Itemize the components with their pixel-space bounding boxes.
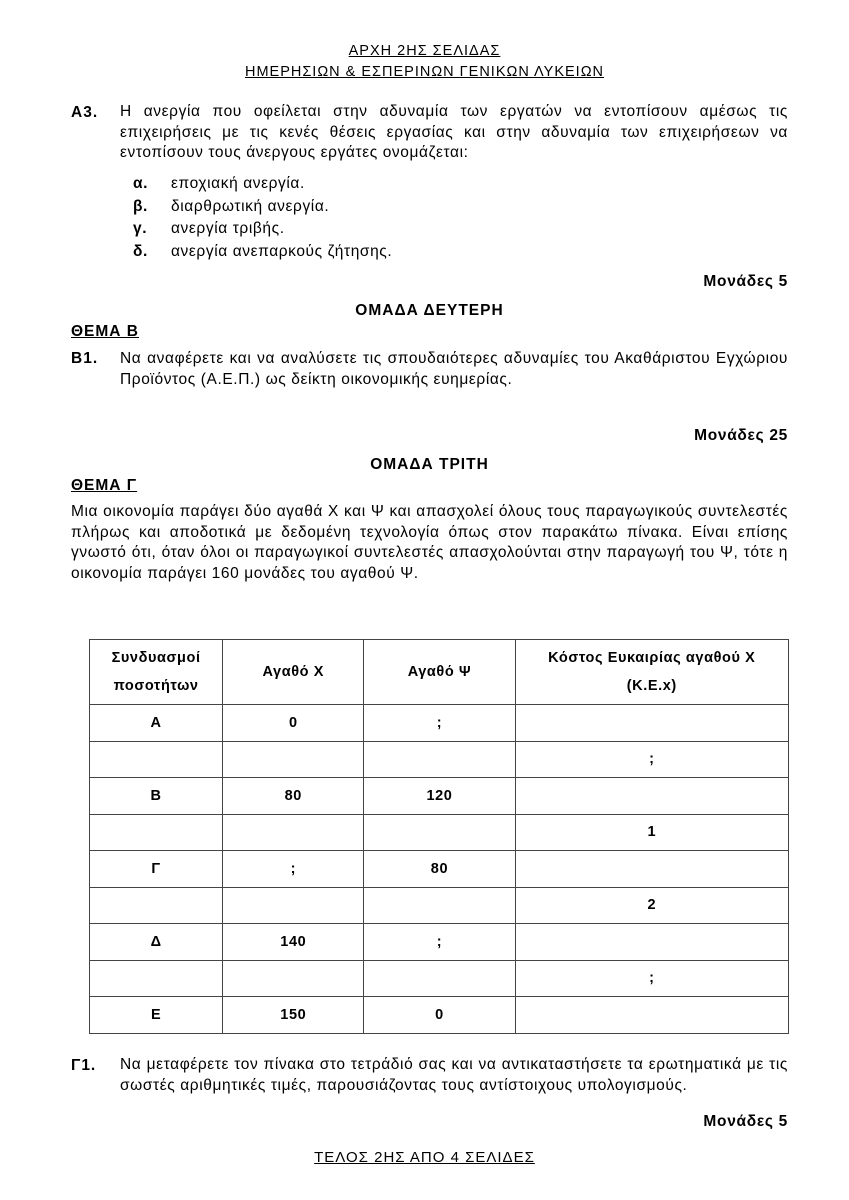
table-cell bbox=[90, 960, 223, 997]
table-cell: Δ bbox=[90, 924, 223, 961]
table-cell: ; bbox=[515, 741, 788, 778]
table-cell: 1 bbox=[515, 814, 788, 851]
production-possibilities-table bbox=[89, 639, 789, 1034]
group-two-title: ΟΜΑΔΑ ΔΕΥΤΕΡΗ bbox=[355, 302, 504, 319]
topic-c-heading: ΘΕΜΑ Γ bbox=[71, 477, 138, 494]
table-cell: 140 bbox=[223, 924, 364, 961]
topic-b-heading: ΘΕΜΑ Β bbox=[71, 323, 139, 340]
table-cell: 80 bbox=[223, 778, 364, 815]
question-b1-text: Να αναφέρετε και να αναλύσετε τις σπουδαιότερες αδυναμίες του Ακαθάριστου Εγχώριου Προϊόντος (Α.Ε.Π.) ως δείκτη οικονομικής ευημερίας. bbox=[120, 350, 788, 388]
option-text: ανεργία τριβής. bbox=[171, 220, 285, 237]
table-cell bbox=[223, 741, 364, 778]
page-header-line2: ΗΜΕΡΗΣΙΩΝ & ΕΣΠΕΡΙΝΩΝ ΓΕΝΙΚΩΝ ΛΥΚΕΙΩΝ bbox=[244, 64, 605, 80]
table-cell bbox=[364, 887, 515, 924]
table-row bbox=[90, 960, 789, 997]
table-cell: 80 bbox=[364, 851, 515, 888]
table-cell bbox=[90, 887, 223, 924]
table-cell bbox=[223, 960, 364, 997]
option-text: ανεργία ανεπαρκούς ζήτησης. bbox=[171, 243, 393, 260]
header-combinations: Συνδυασμοί ποσοτήτων bbox=[90, 640, 223, 705]
marks-b1: Μονάδες 25 bbox=[694, 427, 788, 444]
header-good-x: Αγαθό Χ bbox=[223, 640, 364, 705]
table-cell: ; bbox=[364, 705, 515, 742]
table-cell: Γ bbox=[90, 851, 223, 888]
table-cell: Β bbox=[90, 778, 223, 815]
table-cell bbox=[223, 887, 364, 924]
option-c bbox=[133, 220, 285, 242]
question-a3-label: Α3. bbox=[71, 104, 99, 121]
option-letter: δ. bbox=[133, 243, 148, 260]
table-row bbox=[90, 741, 789, 778]
question-b1-label: Β1. bbox=[71, 350, 99, 367]
table-cell: 120 bbox=[364, 778, 515, 815]
table-cell: Ε bbox=[90, 997, 223, 1034]
table-cell bbox=[364, 741, 515, 778]
table-cell bbox=[515, 705, 788, 742]
topic-c-intro: Μια οικονομία παράγει δύο αγαθά Χ και Ψ και απασχολεί όλους τους παραγωγικούς συντελεστές πλήρως και αποδοτικά με δεδομένη τεχνολογία όπως στον παρακάτω πίνακα. Είναι επίσης γνωστό ότι, όταν όλοι οι παραγωγικοί συντελεστές απασχολούνται στην παραγωγή του Ψ, τότε η οικονομία παράγει 160 μονάδες του αγαθού Ψ. bbox=[71, 503, 788, 582]
option-letter: β. bbox=[133, 198, 148, 215]
table-cell bbox=[515, 851, 788, 888]
table-row bbox=[90, 887, 789, 924]
table-cell bbox=[90, 741, 223, 778]
header-good-y: Αγαθό Ψ bbox=[364, 640, 515, 705]
table-cell bbox=[364, 960, 515, 997]
header-opportunity-cost bbox=[515, 640, 788, 705]
table-cell: 150 bbox=[223, 997, 364, 1034]
table-header-row bbox=[90, 640, 789, 705]
table-cell: 0 bbox=[223, 705, 364, 742]
table-row bbox=[90, 705, 789, 742]
table-cell bbox=[364, 814, 515, 851]
table-cell: 2 bbox=[515, 887, 788, 924]
table-cell: 0 bbox=[364, 997, 515, 1034]
table-cell bbox=[515, 778, 788, 815]
option-letter: α. bbox=[133, 175, 149, 192]
question-a3-text: Η ανεργία που οφείλεται στην αδυναμία των εργατών να εντοπίσουν αμέσως τις επιχειρήσεις με τις κενές θέσεις εργασίας και στην αδυναμία των επιχειρήσεων να εντοπίσουν τους άνεργους εργάτες ονομάζεται: bbox=[120, 103, 788, 161]
table-row bbox=[90, 924, 789, 961]
page-header-line1: ΑΡΧΗ 2ΗΣ ΣΕΛΙΔΑΣ bbox=[348, 43, 501, 59]
table-cell bbox=[223, 814, 364, 851]
header-opportunity-cost-line2: (Κ.Ε.x) bbox=[626, 678, 677, 694]
question-g1-text: Να μεταφέρετε τον πίνακα στο τετράδιό σας και να αντικαταστήσετε τα ερωτηματικά με τις σωστές αριθμητικές τιμές, παρουσιάζοντας τους αντίστοιχους υπολογισμούς. bbox=[120, 1056, 788, 1094]
header-opportunity-cost-line1: Κόστος Ευκαιρίας αγαθού Χ bbox=[548, 650, 756, 666]
option-b bbox=[133, 198, 329, 220]
marks-g1: Μονάδες 5 bbox=[703, 1113, 788, 1130]
table-row bbox=[90, 851, 789, 888]
option-text: διαρθρωτική ανεργία. bbox=[171, 198, 330, 215]
table-row bbox=[90, 778, 789, 815]
table-cell: ; bbox=[223, 851, 364, 888]
marks-a3: Μονάδες 5 bbox=[703, 273, 788, 290]
table-cell bbox=[515, 997, 788, 1034]
table-cell: ; bbox=[364, 924, 515, 961]
page-footer: ΤΕΛΟΣ 2ΗΣ ΑΠΟ 4 ΣΕΛΙΔΕΣ bbox=[314, 1149, 535, 1166]
option-a bbox=[133, 175, 305, 197]
question-g1-label: Γ1. bbox=[71, 1057, 97, 1074]
option-letter: γ. bbox=[133, 220, 148, 237]
table-row bbox=[90, 814, 789, 851]
table-cell: Α bbox=[90, 705, 223, 742]
table-cell bbox=[90, 814, 223, 851]
table-cell bbox=[515, 924, 788, 961]
table-row bbox=[90, 997, 789, 1034]
group-three-title: ΟΜΑΔΑ ΤΡΙΤΗ bbox=[370, 456, 489, 473]
option-text: εποχιακή ανεργία. bbox=[171, 175, 305, 192]
table-cell: ; bbox=[515, 960, 788, 997]
option-d bbox=[133, 243, 392, 265]
